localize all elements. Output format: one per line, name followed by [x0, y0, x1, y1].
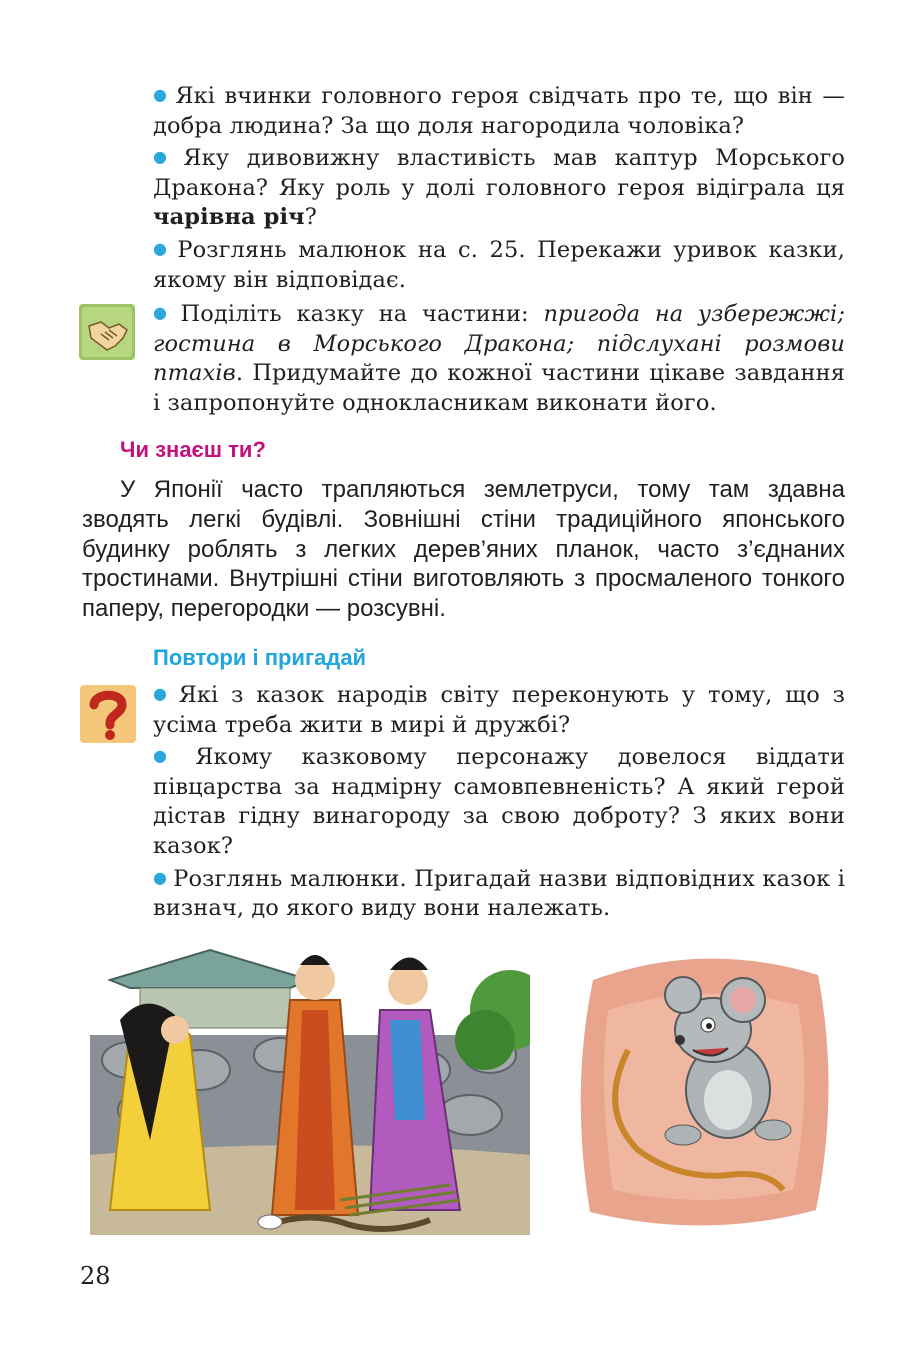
- bullet-icon: ●: [153, 746, 190, 766]
- did-you-know-title: Чи знаєш ти?: [120, 437, 266, 462]
- question-1: ● Які вчинки головного героя свідчать про те, що він — добра людина? За що доля нагородила чоловіка?: [153, 83, 845, 139]
- bullet-icon: ●: [153, 684, 173, 703]
- question-4: ● Поділіть казку на частини: пригода на узбережжі; гостина в Морського Дракона; підслухані розмови птахів. Придумайте до кожної частини цікаве завдання і запропонуйте однокласникам виконати його.: [153, 301, 846, 416]
- repeat-question-2: ● Якому казковому персонажу довелося віддати півцарства за надмірну самовпевненість? А який герой дістав гідну винагороду за свою доброту? З яких вони казок?: [153, 744, 846, 859]
- question-3: ● Розглянь малюнок на с. 25. Перекажи уривок казки, якому він відповідає.: [153, 236, 846, 293]
- japanese-tale-illustration: [90, 940, 530, 1235]
- group-task: [153, 298, 845, 419]
- repeat-question-3: ● Розглянь малюнки. Пригадай назви відповідних казок і визнач, до якого виду вони належать.: [153, 865, 845, 922]
- repeat-question-1: ● Які з казок народів світу переконують у тому, що з усіма треба жити в мирі й дружбі?: [153, 682, 845, 738]
- question-2: ● Яку дивовижну властивість мав каптур Морського Дракона? Яку роль у долі головного героя відіграла ця чарівна річ?: [153, 145, 845, 231]
- question-mark-icon: [80, 685, 136, 743]
- bullet-icon: ●: [153, 147, 178, 167]
- repeat-questions: [153, 679, 845, 925]
- bullet-icon: ●: [153, 238, 172, 258]
- bullet-icon: ●: [153, 303, 175, 322]
- page-number: 28: [80, 1262, 111, 1290]
- mouse-illustration: [578, 950, 830, 1230]
- did-you-know-text: У Японії часто трапляються землетруси, тому там здавна зводять легкі будівлі. Зовнішні стіни традиційного японського будинку роблять з легких дерев’яних планок, часто з’єднаних тростинами. Внутрішні стіни виготовляють з просмаленого тонкого паперу, перегородки — розсувні.: [82, 476, 845, 623]
- questions-section: [153, 80, 845, 296]
- handshake-icon: [79, 304, 135, 360]
- bullet-icon: ●: [153, 867, 168, 887]
- repeat-title: Повтори і пригадай: [153, 645, 367, 670]
- bullet-icon: ●: [153, 85, 170, 104]
